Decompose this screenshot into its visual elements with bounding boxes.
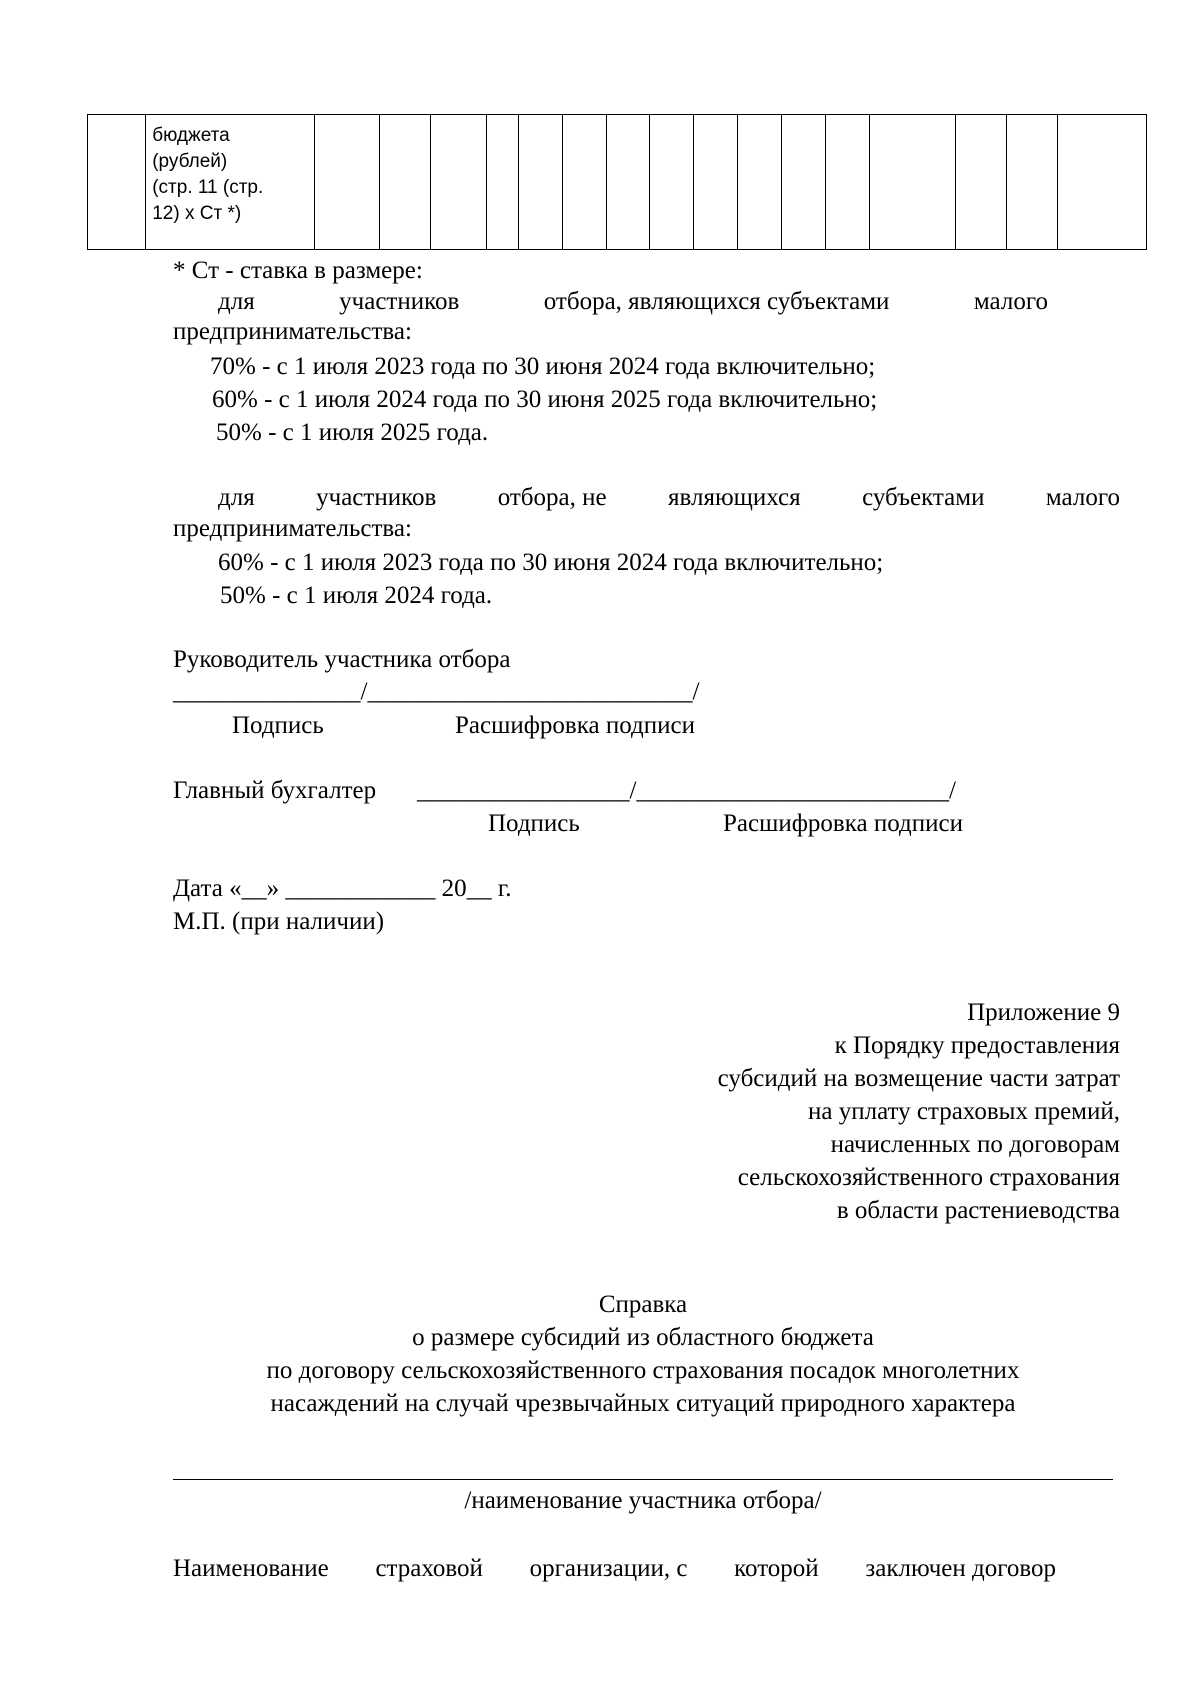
- table-cell: [869, 115, 955, 250]
- participant-name-line: [173, 1479, 1113, 1480]
- clause-word: малого: [1045, 484, 1120, 511]
- subsidy-table-fragment: [87, 114, 1147, 250]
- clause-word: для: [218, 484, 255, 511]
- appendix-line: субсидий на возмещение части затрат: [717, 1065, 1120, 1092]
- head-label: Руководитель участника отбора: [173, 646, 511, 673]
- not-small-biz-clause-cont: предпринимательства:: [173, 515, 412, 542]
- row-label-line: 12) x Ст *): [152, 203, 242, 224]
- chief-signature-line: _________________/_________________________/: [417, 777, 956, 804]
- table-cell: [518, 115, 562, 250]
- rate-line: 50% - с 1 июля 2024 года.: [220, 582, 493, 609]
- small-biz-clause: [218, 286, 1048, 318]
- table-cell: [825, 115, 869, 250]
- table-cell: [487, 115, 518, 250]
- clause-word: которой: [734, 1555, 819, 1582]
- table-row: [88, 115, 1147, 250]
- appendix-line: на уплату страховых премий,: [808, 1098, 1120, 1125]
- rate-line: 50% - с 1 июля 2025 года.: [216, 419, 489, 446]
- certificate-subtitle-line: по договору сельскохозяйственного страхования посадок многолетних: [266, 1357, 1020, 1384]
- clause-word: субъектами: [862, 484, 985, 511]
- clause-word: Наименование: [173, 1555, 329, 1582]
- table-cell: [781, 115, 825, 250]
- clause-word: являющихся: [668, 484, 801, 511]
- clause-word: отбора, являющихся субъектами: [543, 288, 890, 315]
- clause-word: участников: [339, 288, 460, 315]
- participant-caption: /наименование участника отбора/: [464, 1487, 822, 1514]
- rate-line: 60% - с 1 июля 2024 года по 30 июня 2025 года включительно;: [212, 386, 878, 413]
- table-cell: [1007, 115, 1057, 250]
- clause-word: участников: [316, 484, 437, 511]
- rate-note-heading: * Ст - ставка в размере:: [173, 257, 423, 284]
- chief-sign-caption: Подпись: [488, 810, 580, 837]
- chief-label: Главный бухгалтер: [173, 777, 377, 804]
- rate-line: 60% - с 1 июля 2023 года по 30 июня 2024 года включительно;: [218, 549, 884, 576]
- row-label-line: (рублей): [152, 151, 228, 172]
- rate-line: 70% - с 1 июля 2023 года по 30 июня 2024 года включительно;: [210, 353, 876, 380]
- table-cell: [562, 115, 606, 250]
- table-cell: [1057, 115, 1146, 250]
- head-sign-caption: Подпись: [232, 712, 324, 739]
- insurer-clause: [173, 1553, 1056, 1585]
- table-cell: [738, 115, 781, 250]
- appendix-line: начисленных по договорам: [830, 1131, 1120, 1158]
- table-cell: [314, 115, 379, 250]
- clause-word: для: [218, 288, 255, 315]
- certificate-title: Справка: [598, 1291, 688, 1318]
- appendix-line: в области растениеводства: [836, 1197, 1120, 1224]
- not-small-biz-clause: [218, 482, 1120, 514]
- head-signature-line: _______________/__________________________/: [173, 678, 700, 705]
- clause-word: заключен договор: [865, 1555, 1056, 1582]
- appendix-line: сельскохозяйственного страхования: [737, 1164, 1120, 1191]
- stamp-note: М.П. (при наличии): [173, 908, 385, 935]
- certificate-subtitle-line: насаждений на случай чрезвычайных ситуаций природного характера: [270, 1390, 1016, 1417]
- clause-word: малого: [973, 288, 1048, 315]
- appendix-line: Приложение 9: [967, 999, 1120, 1026]
- certificate-subtitle-line: о размере субсидий из областного бюджета: [412, 1324, 874, 1351]
- table-cell: [380, 115, 431, 250]
- chief-decode-caption: Расшифровка подписи: [723, 810, 963, 837]
- table-cell: [431, 115, 487, 250]
- table-cell: [88, 115, 146, 250]
- clause-word: страховой: [375, 1555, 483, 1582]
- row-label-line: (стр. 11 (стр.: [152, 177, 264, 198]
- clause-word: отбора, не: [497, 484, 607, 511]
- date-line: Дата «__» ____________ 20__ г.: [173, 875, 512, 902]
- table-cell: [956, 115, 1007, 250]
- small-biz-clause-cont: предпринимательства:: [173, 318, 412, 345]
- table-cell: [606, 115, 649, 250]
- appendix-line: к Порядку предоставления: [834, 1032, 1120, 1059]
- row-label-line: бюджета: [152, 125, 230, 146]
- table-cell: [694, 115, 738, 250]
- table-cell-row-label: [146, 115, 315, 250]
- head-decode-caption: Расшифровка подписи: [455, 712, 695, 739]
- clause-word: организации, с: [529, 1555, 688, 1582]
- table-cell: [650, 115, 694, 250]
